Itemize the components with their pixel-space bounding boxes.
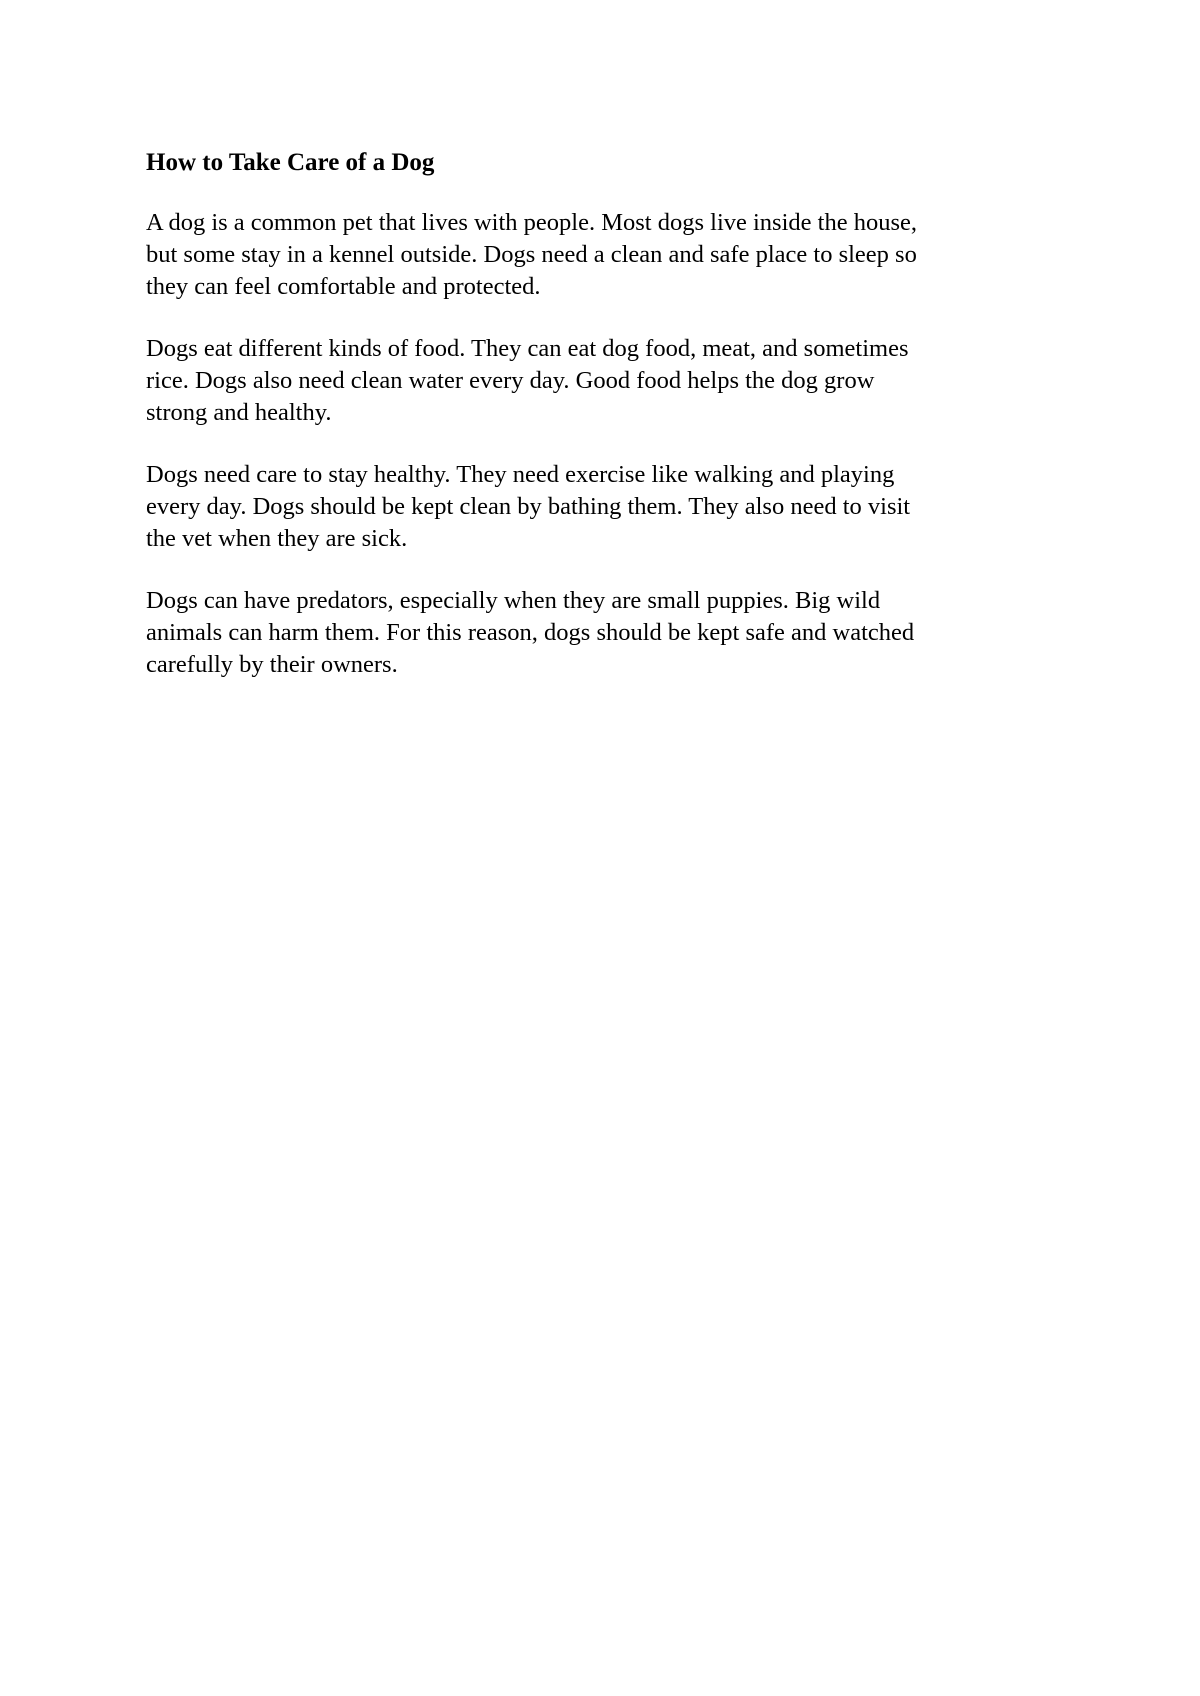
paragraph-line: Dogs can have predators, especially when they are small puppies. Big wild	[146, 587, 881, 614]
document-title: How to Take Care of a Dog	[146, 149, 435, 176]
paragraph-food	[146, 333, 1066, 429]
paragraph-line: animals can harm them. For this reason, dogs should be kept safe and watched	[146, 619, 915, 646]
document-body	[146, 147, 1066, 711]
paragraph-line: every day. Dogs should be kept clean by bathing them. They also need to visit	[146, 493, 911, 520]
paragraph-line: the vet when they are sick.	[146, 525, 408, 552]
paragraph-line: Dogs need care to stay healthy. They need exercise like walking and playing	[146, 461, 895, 488]
paragraph-care	[146, 459, 1066, 555]
paragraph-line: carefully by their owners.	[146, 651, 398, 678]
paragraph-line: strong and healthy.	[146, 399, 332, 426]
paragraph-predators	[146, 585, 1066, 681]
paragraph-line: rice. Dogs also need clean water every day. Good food helps the dog grow	[146, 367, 875, 394]
paragraph-housing	[146, 207, 1066, 303]
paragraph-line: they can feel comfortable and protected.	[146, 273, 541, 300]
paragraph-line: but some stay in a kennel outside. Dogs need a clean and safe place to sleep so	[146, 241, 917, 268]
paragraph-line: Dogs eat different kinds of food. They can eat dog food, meat, and sometimes	[146, 335, 909, 362]
paragraph-line: A dog is a common pet that lives with people. Most dogs live inside the house,	[146, 209, 917, 236]
